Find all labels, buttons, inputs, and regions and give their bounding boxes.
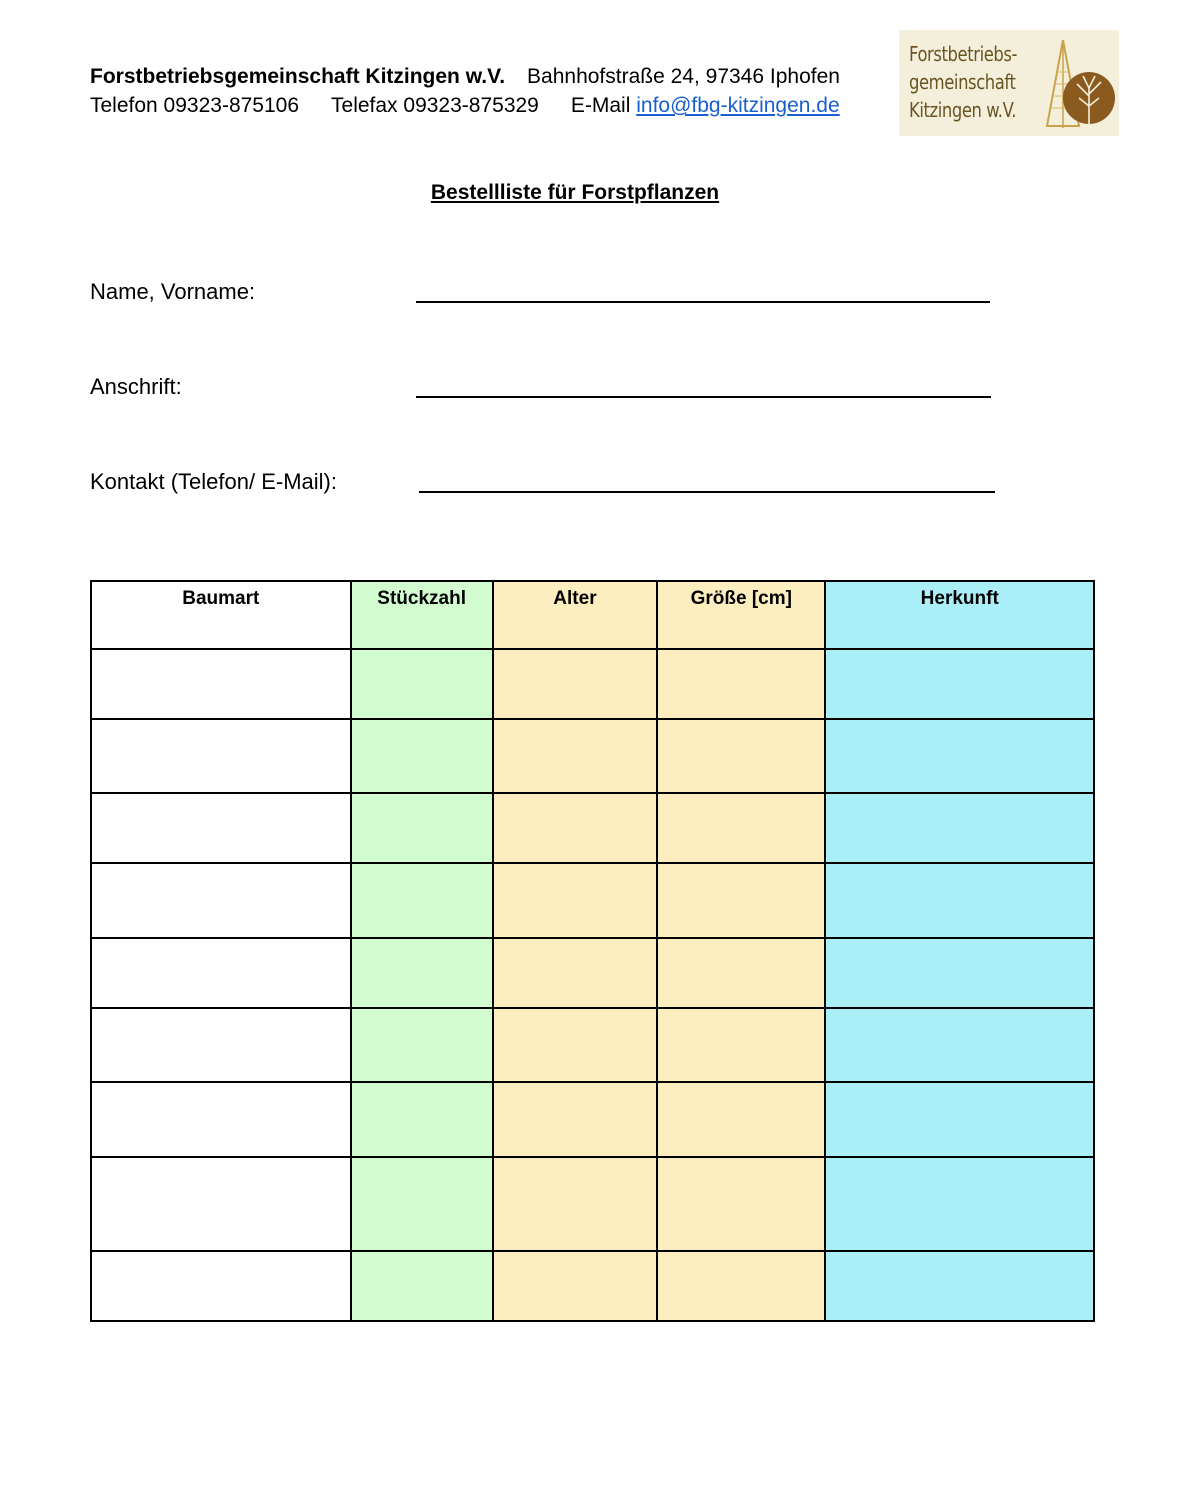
cell-stueckzahl[interactable] bbox=[351, 1157, 493, 1251]
org-name: Forstbetriebsgemeinschaft Kitzingen w.V. bbox=[90, 65, 506, 88]
cell-baumart[interactable] bbox=[91, 1251, 351, 1321]
logo-text bbox=[909, 40, 1017, 124]
cell-baumart[interactable] bbox=[91, 719, 351, 793]
cell-baumart[interactable] bbox=[91, 938, 351, 1008]
cell-alter[interactable] bbox=[493, 1082, 657, 1157]
document-title: Bestellliste für Forstpflanzen bbox=[430, 181, 720, 204]
org-phone: Telefon 09323-875106 bbox=[90, 94, 300, 117]
table-row bbox=[91, 649, 1094, 719]
cell-herkunft[interactable] bbox=[825, 1157, 1094, 1251]
cell-baumart[interactable] bbox=[91, 1082, 351, 1157]
cell-stueckzahl[interactable] bbox=[351, 649, 493, 719]
header-groesse: Größe [cm] bbox=[657, 581, 825, 649]
header-stueckzahl: Stückzahl bbox=[351, 581, 493, 649]
cell-stueckzahl[interactable] bbox=[351, 793, 493, 863]
header-baumart: Baumart bbox=[91, 581, 351, 649]
header-herkunft: Herkunft bbox=[825, 581, 1094, 649]
cell-stueckzahl[interactable] bbox=[351, 863, 493, 938]
cell-groesse[interactable] bbox=[657, 1082, 825, 1157]
cell-alter[interactable] bbox=[493, 1251, 657, 1321]
cell-groesse[interactable] bbox=[657, 719, 825, 793]
cell-groesse[interactable] bbox=[657, 1251, 825, 1321]
cell-stueckzahl[interactable] bbox=[351, 1082, 493, 1157]
tree-logo-icon bbox=[1039, 36, 1115, 132]
cell-alter[interactable] bbox=[493, 649, 657, 719]
org-fax: Telefax 09323-875329 bbox=[331, 94, 539, 117]
table-body bbox=[91, 649, 1094, 1321]
cell-herkunft[interactable] bbox=[825, 793, 1094, 863]
cell-alter[interactable] bbox=[493, 938, 657, 1008]
table-row bbox=[91, 1157, 1094, 1251]
cell-herkunft[interactable] bbox=[825, 719, 1094, 793]
cell-herkunft[interactable] bbox=[825, 938, 1094, 1008]
cell-groesse[interactable] bbox=[657, 793, 825, 863]
cell-alter[interactable] bbox=[493, 1008, 657, 1082]
cell-herkunft[interactable] bbox=[825, 1082, 1094, 1157]
cell-baumart[interactable] bbox=[91, 649, 351, 719]
cell-herkunft[interactable] bbox=[825, 1251, 1094, 1321]
contact-label: Kontakt (Telefon/ E-Mail): bbox=[90, 469, 337, 494]
table-row bbox=[91, 938, 1094, 1008]
cell-herkunft[interactable] bbox=[825, 863, 1094, 938]
cell-baumart[interactable] bbox=[91, 1157, 351, 1251]
address-label: Anschrift: bbox=[90, 374, 182, 399]
logo-text-line1: Forstbetriebs- bbox=[909, 42, 1018, 66]
table-header-row bbox=[91, 581, 1094, 649]
header-contact-line bbox=[90, 95, 840, 116]
cell-alter[interactable] bbox=[493, 863, 657, 938]
header-address-line bbox=[90, 66, 840, 87]
table-row bbox=[91, 719, 1094, 793]
logo-text-line3: Kitzingen w.V. bbox=[909, 98, 1017, 122]
table-row bbox=[91, 1251, 1094, 1321]
cell-groesse[interactable] bbox=[657, 1008, 825, 1082]
cell-stueckzahl[interactable] bbox=[351, 1008, 493, 1082]
cell-herkunft[interactable] bbox=[825, 649, 1094, 719]
table-row bbox=[91, 1082, 1094, 1157]
cell-stueckzahl[interactable] bbox=[351, 719, 493, 793]
cell-stueckzahl[interactable] bbox=[351, 1251, 493, 1321]
cell-alter[interactable] bbox=[493, 1157, 657, 1251]
order-table bbox=[90, 580, 1095, 1322]
name-label: Name, Vorname: bbox=[90, 279, 256, 304]
cell-baumart[interactable] bbox=[91, 863, 351, 938]
table-row bbox=[91, 863, 1094, 938]
org-logo bbox=[899, 30, 1119, 136]
cell-baumart[interactable] bbox=[91, 1008, 351, 1082]
contact-input-line[interactable] bbox=[419, 491, 995, 493]
logo-text-line2: gemeinschaft bbox=[909, 70, 1016, 94]
org-email-label: E-Mail bbox=[570, 94, 631, 117]
cell-groesse[interactable] bbox=[657, 649, 825, 719]
address-input-line[interactable] bbox=[416, 396, 991, 398]
cell-alter[interactable] bbox=[493, 719, 657, 793]
cell-groesse[interactable] bbox=[657, 938, 825, 1008]
name-input-line[interactable] bbox=[416, 301, 990, 303]
cell-herkunft[interactable] bbox=[825, 1008, 1094, 1082]
org-address: Bahnhofstraße 24, 97346 Iphofen bbox=[527, 65, 840, 88]
header-alter: Alter bbox=[493, 581, 657, 649]
cell-groesse[interactable] bbox=[657, 1157, 825, 1251]
cell-groesse[interactable] bbox=[657, 863, 825, 938]
cell-alter[interactable] bbox=[493, 793, 657, 863]
cell-stueckzahl[interactable] bbox=[351, 938, 493, 1008]
table-row bbox=[91, 1008, 1094, 1082]
table-row bbox=[91, 793, 1094, 863]
cell-baumart[interactable] bbox=[91, 793, 351, 863]
org-email-link[interactable]: info@fbg-kitzingen.de bbox=[636, 94, 840, 117]
